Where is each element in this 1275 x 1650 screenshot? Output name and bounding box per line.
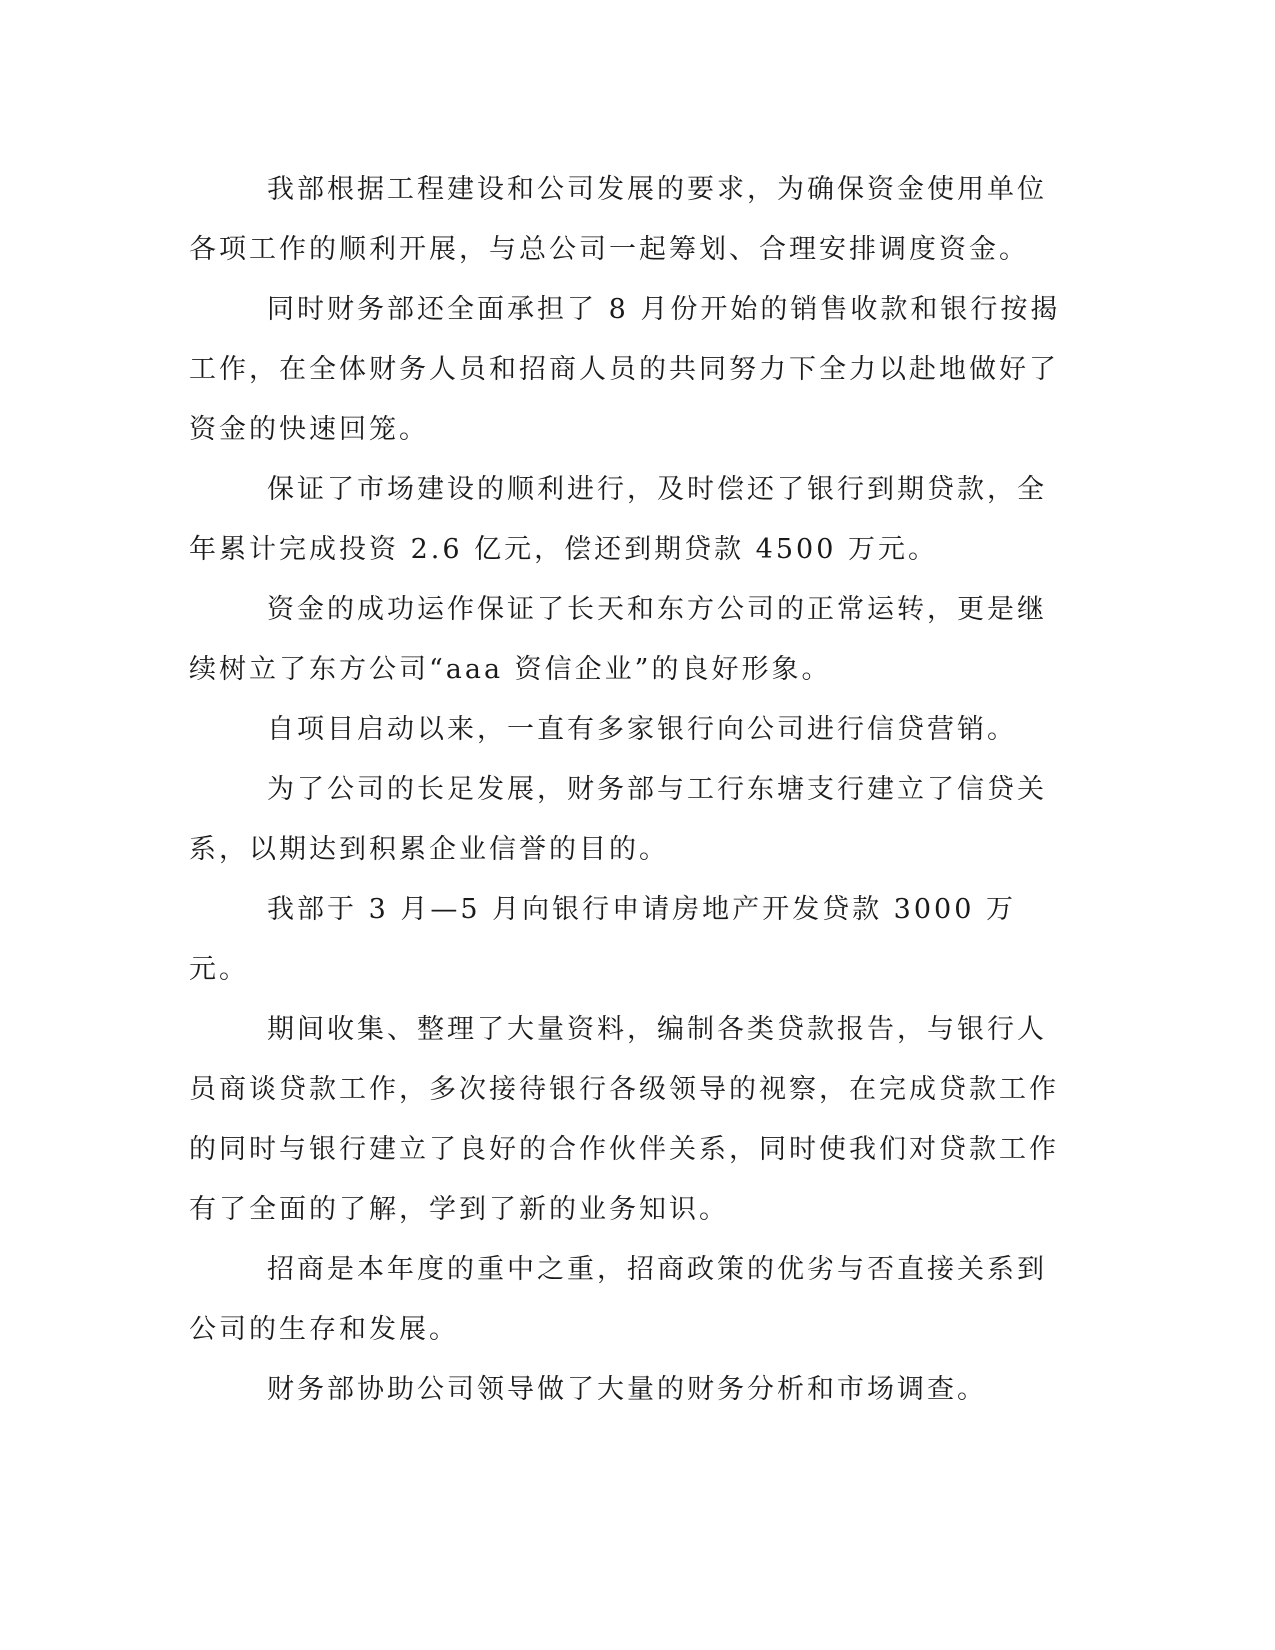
paragraph-9: 招商是本年度的重中之重，招商政策的优劣与否直接关系到公司的生存和发展。	[189, 1254, 1047, 1345]
paragraph-8: 期间收集、整理了大量资料，编制各类贷款报告，与银行人员商谈贷款工作，多次接待银行各级领导的视察，在完成贷款工作的同时与银行建立了良好的合作伙伴关系，同时使我们对贷款工作有了全面的了解，学到了新的业务知识。	[189, 1014, 1059, 1225]
paragraph-10: 财务部协助公司领导做了大量的财务分析和市场调查。	[267, 1374, 987, 1405]
paragraph-5: 自项目启动以来，一直有多家银行向公司进行信贷营销。	[267, 714, 1017, 745]
paragraph-2: 同时财务部还全面承担了 8 月份开始的销售收款和银行按揭工作，在全体财务人员和招商人员的共同努力下全力以赴地做好了资金的快速回笼。	[189, 294, 1061, 445]
paragraph-1: 我部根据工程建设和公司发展的要求，为确保资金使用单位各项工作的顺利开展，与总公司一起筹划、合理安排调度资金。	[189, 174, 1047, 265]
document-body	[189, 160, 1075, 1420]
paragraph-4: 资金的成功运作保证了长天和东方公司的正常运转，更是继续树立了东方公司“aaa 资信企业”的良好形象。	[189, 594, 1047, 685]
paragraph-7: 我部于 3 月—5 月向银行申请房地产开发贷款 3000 万元。	[189, 894, 1016, 985]
paragraph-6: 为了公司的长足发展，财务部与工行东塘支行建立了信贷关系，以期达到积累企业信誉的目的。	[189, 774, 1047, 865]
paragraph-3: 保证了市场建设的顺利进行，及时偿还了银行到期贷款，全年累计完成投资 2.6 亿元，偿还到期贷款 4500 万元。	[189, 474, 1047, 565]
